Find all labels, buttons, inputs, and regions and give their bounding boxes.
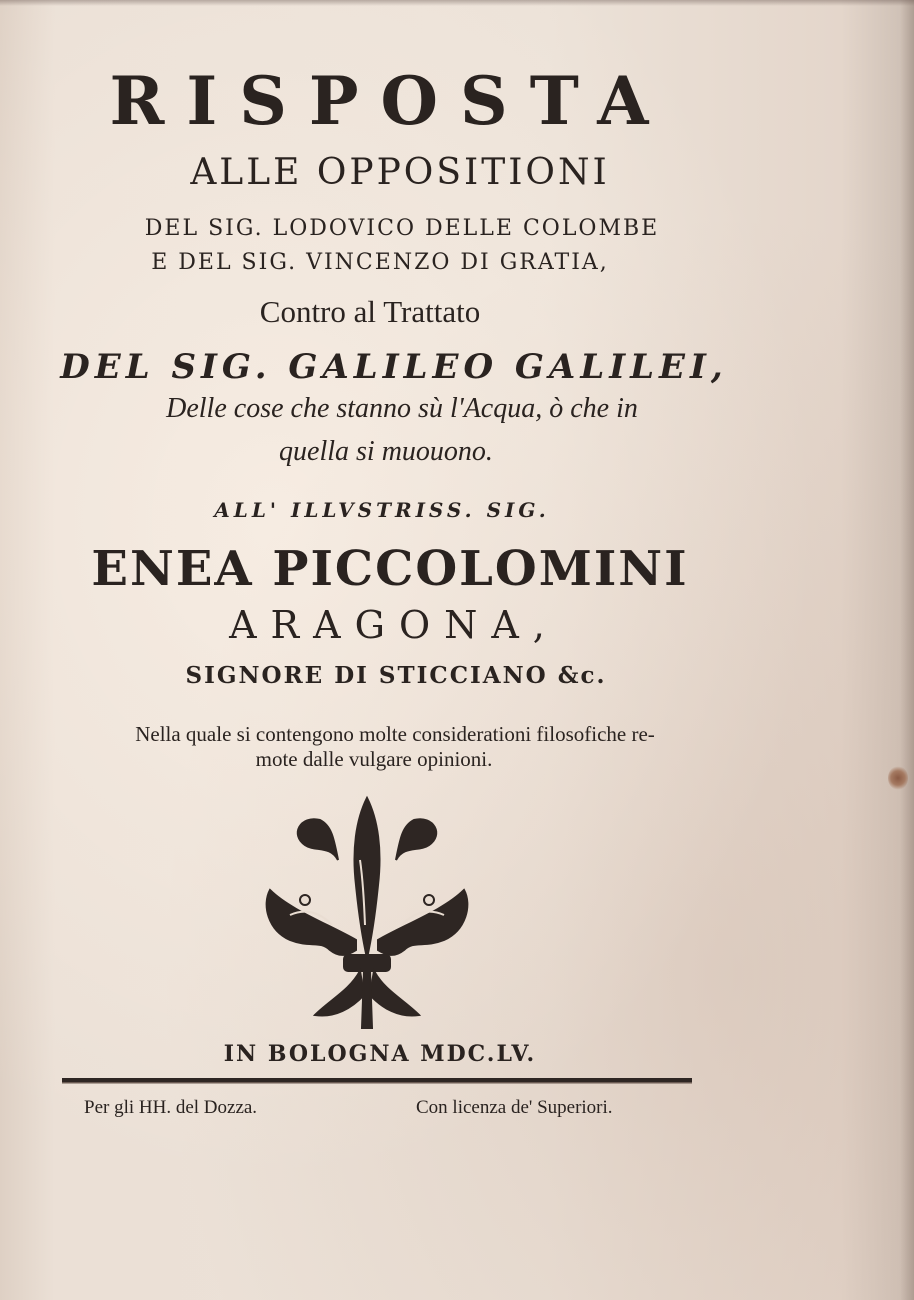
line-lodovico: DEL SIG. LODOVICO DELLE COLOMBE	[144, 216, 660, 241]
printer-name: Per gli HH. del Dozza.	[84, 1097, 258, 1118]
main-title: RISPOSTA	[109, 62, 671, 140]
description-line-2: mote dalle vulgare opinioni.	[255, 747, 493, 771]
paper-stain	[888, 766, 908, 790]
license-note: Con licenza de' Superiori.	[416, 1097, 613, 1118]
line-delle-cose: Delle cose che stanno sù l'Acqua, ò che in	[166, 393, 638, 424]
subtitle-oppositioni: ALLE OPPOSITIONI	[190, 152, 610, 193]
page-top-edge	[0, 0, 914, 6]
line-dedication: ALL' ILLVSTRISS. SIG.	[214, 498, 550, 522]
line-galileo: DEL SIG. GALILEO GALILEI,	[60, 347, 728, 387]
line-vincenzo: E DEL SIG. VINCENZO DI GRATIA,	[151, 250, 609, 275]
dedicatee-aragona: ARAGONA,	[229, 603, 559, 647]
dedicatee-title: SIGNORE DI STICCIANO &c.	[185, 662, 607, 689]
horizontal-rule	[62, 1077, 692, 1085]
fleur-de-lis-icon	[260, 790, 474, 1038]
dedicatee-name: ENEA PICCOLOMINI	[91, 541, 689, 597]
line-contro-trattato: Contro al Trattato	[259, 294, 481, 329]
page-right-edge	[900, 0, 914, 1300]
imprint-line: IN BOLOGNA MDC.LV.	[223, 1041, 537, 1067]
description-line-1: Nella quale si contengono molte considerationi filosofiche re-	[135, 722, 655, 746]
line-quella: quella si muouono.	[279, 436, 493, 467]
